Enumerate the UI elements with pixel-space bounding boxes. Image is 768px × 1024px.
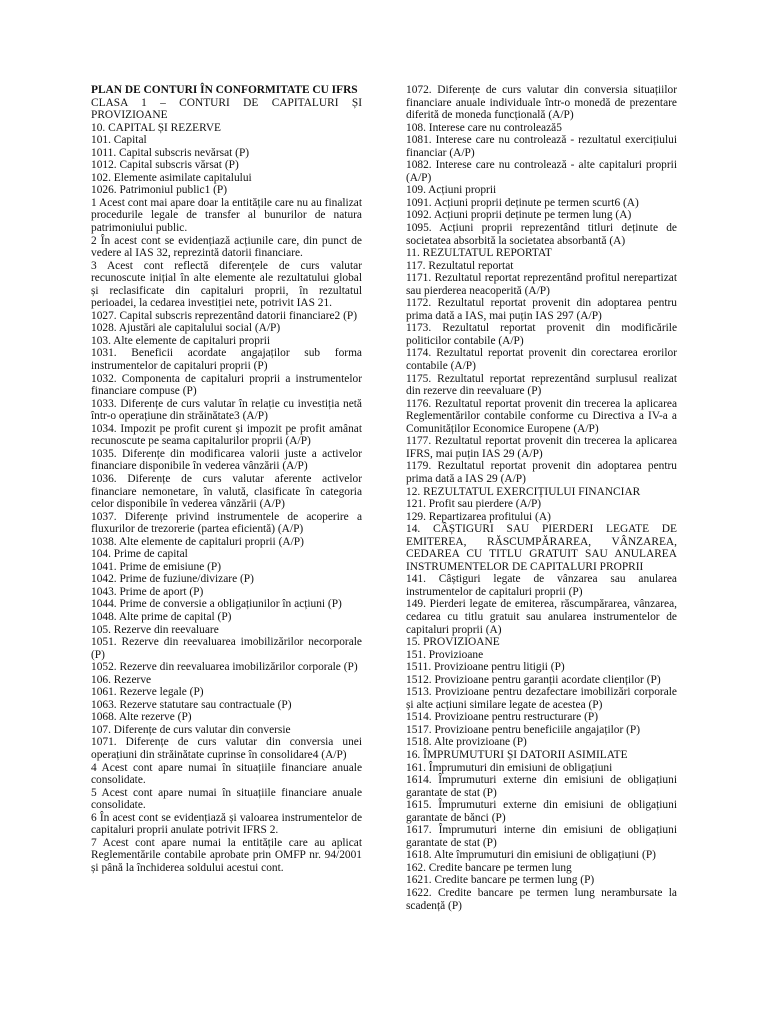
account-line: 1512. Provizioane pentru garanții acordate clienților (P) (406, 673, 661, 686)
account-line: 1072. Diferențe de curs valutar din conversia situațiilor financiare anuale individuale într-o monedă de prezentare diferită de moneda funcțională (A/P) (406, 84, 677, 122)
account-line: 1 Acest cont mai apare doar la entitățile care nu au finalizat procedurile legale de transfer al bunurilor de natura patrimoniului public. (91, 196, 362, 235)
account-line: 1032. Componenta de capitaluri proprii a instrumentelor financiare compuse (P) (91, 372, 362, 398)
account-line: 1514. Provizioane pentru restructurare (P) (406, 711, 598, 724)
account-line: 1082. Interese care nu controlează - alte capitaluri proprii (A/P) (406, 159, 677, 184)
account-line: 5 Acest cont apare numai în situațiile financiare anuale consolidate. (91, 786, 362, 812)
account-line: 11. REZULTATUL REPORTAT (406, 247, 552, 260)
account-line: 2 În acest cont se evidențiază acțiunile care, din punct de vedere al IAS 32, reprezintă datorii financiare. (91, 234, 362, 260)
account-line: 14. CÂȘTIGURI SAU PIERDERI LEGATE DE EMITEREA, RĂSCUMPĂRAREA, VÂNZAREA, CEDAREA CU TITLU GRATUIT SAU ANULAREA INSTRUMENTELOR DE CAPITALURI PROPRII (406, 523, 677, 573)
account-line: 117. Rezultatul reportat (406, 259, 514, 272)
account-line: 1513. Provizioane pentru dezafectare imobilizări corporale și alte acțiuni similare legate de acestea (P) (406, 686, 677, 711)
account-line: 16. ÎMPRUMUTURI ȘI DATORII ASIMILATE (406, 748, 628, 761)
account-line: 104. Prime de capital (91, 548, 188, 561)
account-line: 1068. Alte rezerve (P) (91, 711, 192, 724)
account-line: 151. Provizioane (406, 648, 484, 661)
account-line: 1028. Ajustări ale capitalului social (A/P) (91, 322, 281, 335)
account-line: 1041. Prime de emisiune (P) (91, 560, 222, 573)
account-line: 1027. Capital subscris reprezentând datorii financiare2 (P) (91, 309, 358, 322)
document-title: PLAN DE CONTURI ÎN CONFORMITATE CU IFRS (91, 84, 358, 96)
account-line: 1179. Rezultatul reportat provenit din adoptarea pentru prima dată a IAS 29 (A/P) (406, 460, 677, 485)
account-line: 1518. Alte provizioane (P) (406, 736, 527, 749)
account-line: 1092. Acțiuni proprii deținute pe termen lung (A) (406, 209, 632, 222)
account-line: 3 Acest cont reflectă diferențele de curs valutar recunoscute inițial în alte elemente ale rezultatului global și reclasificate din capitaluri proprii, în rezultatul perioadei, la cedarea investiției nete, potrivit IAS 21. (91, 259, 362, 310)
account-line: 1036. Diferențe de curs valutar aferente activelor financiare nemonetare, în valută, clasificate în categoria celor disponibile în vederea vânzării (A/P) (91, 472, 362, 511)
account-line: CLASA 1 – CONTURI DE CAPITALURI ȘI PROVIZIOANE (91, 96, 362, 122)
account-line: 1071. Diferențe de curs valutar din conversia unei operațiuni din străinătate cuprinse în consolidare4 (A/P) (91, 736, 362, 761)
account-line: 129. Repartizarea profitului (A) (406, 510, 551, 523)
account-line: 1035. Diferențe din modificarea valorii juste a activelor financiare disponibile în vederea vânzării (A/P) (91, 447, 362, 473)
account-line: 1173. Rezultatul reportat provenit din modificările politicilor contabile (A/P) (406, 322, 677, 347)
account-line: 1618. Alte împrumuturi din emisiuni de obligațiuni (P) (406, 849, 656, 862)
account-line: 1048. Alte prime de capital (P) (91, 610, 232, 623)
account-line: 1174. Rezultatul reportat provenit din corectarea erorilor contabile (A/P) (406, 347, 677, 373)
account-line: 1171. Rezultatul reportat reprezentând profitul nerepartizat sau pierderea neacoperită (A/P) (406, 272, 677, 297)
account-line: 6 În acest cont se evidențiază și valoarea instrumentelor de capitaluri proprii anulate potrivit IFRS 2. (91, 811, 362, 837)
account-line: 12. REZULTATUL EXERCIȚIULUI FINANCIAR (406, 485, 641, 498)
account-line: 103. Alte elemente de capitaluri proprii (91, 334, 271, 347)
account-line: 1052. Rezerve din reevaluarea imobilizărilor corporale (P) (91, 661, 358, 674)
account-line: 102. Elemente asimilate capitalului (91, 171, 252, 184)
account-line: 101. Capital (91, 134, 147, 147)
account-line: 4 Acest cont apare numai în situațiile financiare anuale consolidate. (91, 761, 362, 787)
account-line: 1517. Provizioane pentru beneficiile angajaților (P) (406, 723, 641, 736)
account-line: 1051. Rezerve din reevaluarea imobilizărilor necorporale (P) (91, 636, 362, 661)
account-line: 1033. Diferențe de curs valutar în relație cu investiția netă într-o operațiune din străinătate3 (A/P) (91, 397, 362, 423)
account-line: 7 Acest cont apare numai la entitățile care au aplicat Reglementările contabile aprobate prin OMFP nr. 94/2001 și până la închiderea soldului acestui cont. (91, 836, 362, 874)
account-line: 149. Pierderi legate de emiterea, răscumpărarea, vânzarea, cedarea cu titlu gratuit sau anularea instrumentelor de capitaluri proprii (A) (406, 598, 677, 636)
account-line: 1617. Împrumuturi interne din emisiuni de obligațiuni garantate de stat (P) (406, 824, 677, 849)
account-line: 1011. Capital subscris nevărsat (P) (91, 146, 250, 159)
account-line: 1615. Împrumuturi externe din emisiuni de obligațiuni garantate de bănci (P) (406, 799, 677, 824)
right-column (406, 84, 677, 912)
account-line: 1063. Rezerve statutare sau contractuale (P) (91, 698, 292, 711)
account-line: 1622. Credite bancare pe termen lung nerambursate la scadență (P) (406, 887, 677, 912)
account-line: 1034. Impozit pe profit curent și impozit pe profit amânat recunoscute pe seama capitalurilor proprii (A/P) (91, 422, 362, 448)
account-line: 1031. Beneficii acordate angajaților sub forma instrumentelor de capitaluri proprii (P) (91, 347, 362, 373)
account-line: 1175. Rezultatul reportat reprezentând surplusul realizat din rezerve din reevaluare (P) (406, 372, 677, 398)
account-line: 1095. Acțiuni proprii reprezentând titluri deținute de societatea absorbită la societatea absorbantă (A) (406, 222, 677, 247)
account-line: 1061. Rezerve legale (P) (91, 686, 204, 699)
account-line: 1012. Capital subscris vărsat (P) (91, 159, 239, 172)
account-line: 1042. Prime de fuziune/divizare (P) (91, 573, 254, 586)
account-line: 141. Câștiguri legate de vânzarea sau anularea instrumentelor de capitaluri proprii (P) (406, 573, 677, 598)
account-line: 1044. Prime de conversie a obligațiunilor în acțiuni (P) (91, 598, 342, 611)
account-line: 1172. Rezultatul reportat provenit din adoptarea pentru prima dată a IAS, mai puțin IAS 297 (A/P) (406, 297, 677, 322)
account-line: 1037. Diferențe privind instrumentele de acoperire a fluxurilor de trezorerie (partea eficientă) (A/P) (91, 510, 362, 536)
account-line: 1176. Rezultatul reportat provenit din trecerea la aplicarea Reglementărilor contabile conforme cu Directiva a IV-a a Comunităților Economice Europene (A/P) (406, 397, 677, 435)
account-line: 107. Diferențe de curs valutar din conversie (91, 723, 291, 736)
account-line: 108. Interese care nu controlează5 (406, 121, 562, 134)
account-line: 1081. Interese care nu controlează - rezultatul exercițiului financiar (A/P) (406, 134, 677, 159)
account-line: 162. Credite bancare pe termen lung (406, 861, 572, 874)
account-line: 1511. Provizioane pentru litigii (P) (406, 661, 565, 674)
account-line: 106. Rezerve (91, 673, 152, 686)
account-line: 161. Împrumuturi din emisiuni de obligațiuni (406, 761, 613, 774)
account-line: 1177. Rezultatul reportat provenit din trecerea la aplicarea IFRS, mai puțin IAS 29 (A/P) (406, 435, 677, 460)
account-line: 1026. Patrimoniul public1 (P) (91, 184, 228, 197)
left-column (91, 84, 362, 874)
account-line: 1091. Acțiuni proprii deținute pe termen scurt6 (A) (406, 196, 639, 209)
account-line: 15. PROVIZIOANE (406, 636, 500, 649)
account-line: 1614. Împrumuturi externe din emisiuni de obligațiuni garantate de stat (P) (406, 774, 677, 799)
account-line: 109. Acțiuni proprii (406, 184, 497, 197)
account-line: 1043. Prime de aport (P) (91, 585, 204, 598)
account-line: 10. CAPITAL ȘI REZERVE (91, 121, 222, 134)
account-line: 1621. Credite bancare pe termen lung (P) (406, 874, 595, 887)
account-line: 105. Rezerve din reevaluare (91, 623, 219, 636)
account-line: 121. Profit sau pierdere (A/P) (406, 498, 542, 511)
account-line: 1038. Alte elemente de capitaluri proprii (A/P) (91, 535, 304, 548)
